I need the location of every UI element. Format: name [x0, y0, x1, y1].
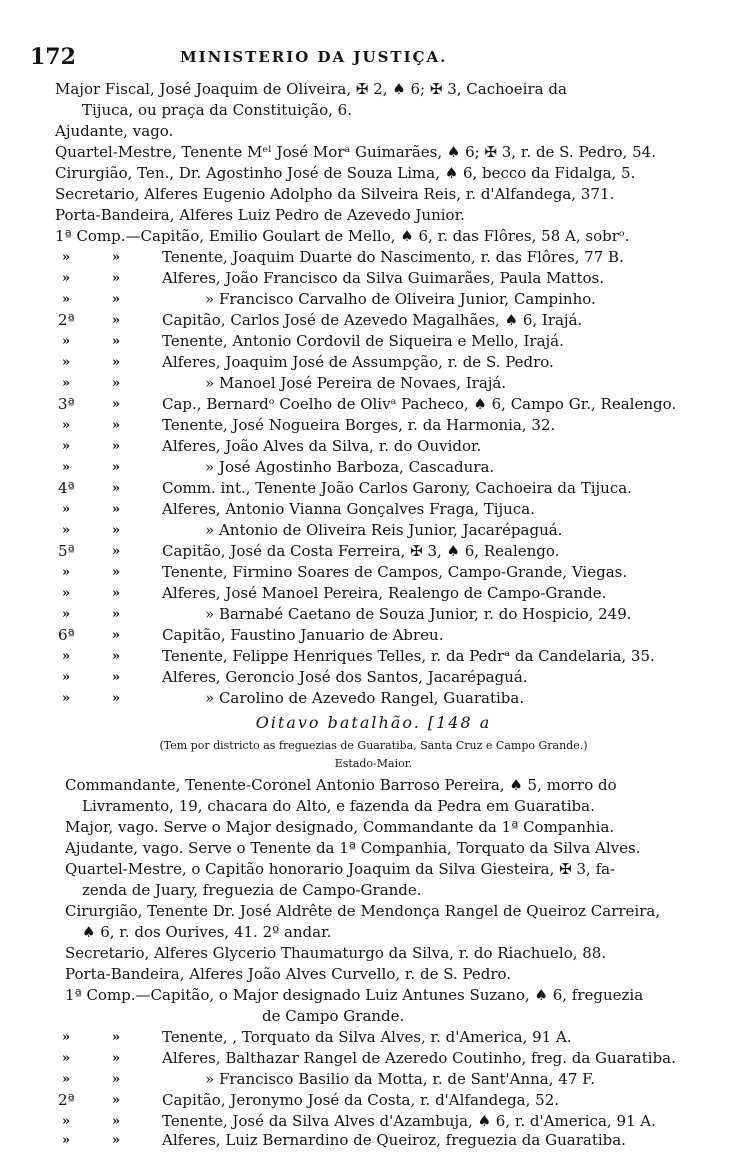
ditto-mark: »: [112, 649, 121, 664]
text-line: Alferes, Geroncio José dos Santos, Jacarépaguá.: [162, 668, 528, 686]
text-line: Comm. int., Tenente João Carlos Garony, Cachoeira da Tijuca.: [162, 479, 632, 497]
ditto-mark: »: [112, 418, 121, 433]
ditto-mark: »: [62, 1072, 71, 1087]
text-line: ♠ 6, r. dos Ourives, 41. 2º andar.: [82, 923, 332, 941]
text-line: Tenente, , Torquato da Silva Alves, r. d'America, 91 A.: [162, 1028, 572, 1046]
text-line: Porta-Bandeira, Alferes João Alves Curvello, r. de S. Pedro.: [65, 965, 512, 983]
ditto-mark: »: [112, 481, 121, 496]
ditto-mark: »: [62, 250, 71, 265]
ditto-mark: »: [62, 565, 71, 580]
text-line: » Barnabé Caetano de Souza Junior, r. do Hospicio, 249.: [205, 605, 632, 623]
text-line: Secretario, Alferes Glycerio Thaumaturgo da Silva, r. do Riachuelo, 88.: [65, 944, 607, 962]
section-subhead: Estado-Maior.: [334, 757, 413, 770]
ditto-mark: »: [62, 1030, 71, 1045]
text-line: Quartel-Mestre, o Capitão honorario Joaquim da Silva Giesteira, ✠ 3, fa-: [65, 860, 616, 878]
ditto-mark: »: [62, 292, 71, 307]
ditto-mark: »: [62, 1114, 71, 1129]
ditto-mark: »: [112, 502, 121, 517]
ditto-mark: »: [62, 418, 71, 433]
ditto-mark: »: [112, 565, 121, 580]
text-line: » José Agostinho Barboza, Cascadura.: [205, 458, 495, 476]
text-line: Tenente, Firmino Soares de Campos, Campo-Grande, Viegas.: [162, 563, 628, 581]
ditto-mark: »: [112, 1093, 121, 1108]
ditto-mark: »: [62, 670, 71, 685]
section-note: (Tem por districto as freguezias de Guaratiba, Santa Cruz e Campo Grande.): [159, 739, 588, 752]
text-line: Cirurgião, Ten., Dr. Agostinho José de Souza Lima, ♠ 6, becco da Fidalga, 5.: [55, 164, 636, 182]
ditto-mark: »: [62, 502, 71, 517]
text-line: Tenente, Felippe Henriques Telles, r. da Pedrᵃ da Candelaria, 35.: [162, 647, 655, 665]
text-line: Quartel-Mestre, Tenente Mᵉˡ José Morᵃ Guimarães, ♠ 6; ✠ 3, r. de S. Pedro, 54.: [55, 143, 656, 161]
text-line: Alferes, Luiz Bernardino de Queiroz, freguezia da Guaratiba.: [162, 1131, 626, 1149]
ditto-mark: »: [112, 376, 121, 391]
text-line: Tenente, Joaquim Duarte do Nascimento, r. das Flôres, 77 B.: [162, 248, 624, 266]
section-title: Oitavo batalhão. [148 a: [255, 713, 492, 732]
ditto-mark: »: [62, 460, 71, 475]
text-line: Porta-Bandeira, Alferes Luiz Pedro de Azevedo Junior.: [55, 206, 465, 224]
text-line: Capitão, José da Costa Ferreira, ✠ 3, ♠ 6, Realengo.: [162, 542, 560, 560]
text-line: » Carolino de Azevedo Rangel, Guaratiba.: [205, 689, 525, 707]
company-number: 3ª: [58, 395, 75, 413]
text-line: Alferes, João Francisco da Silva Guimarães, Paula Mattos.: [162, 269, 604, 287]
text-line: » Francisco Carvalho de Oliveira Junior, Campinho.: [205, 290, 596, 308]
text-line: Major Fiscal, José Joaquim de Oliveira, ✠ 2, ♠ 6; ✠ 3, Cachoeira da: [55, 80, 567, 98]
text-line: Major, vago. Serve o Major designado, Commandante da 1ª Companhia.: [65, 818, 615, 836]
ditto-mark: »: [112, 460, 121, 475]
ditto-mark: »: [112, 544, 121, 559]
page-number: 172: [30, 44, 76, 70]
ditto-mark: »: [62, 376, 71, 391]
text-line: Alferes, Antonio Vianna Gonçalves Fraga, Tijuca.: [162, 500, 535, 518]
text-line: 1ª Comp.—Capitão, o Major designado Luiz Antunes Suzano, ♠ 6, freguezia: [65, 986, 644, 1004]
text-line: Secretario, Alferes Eugenio Adolpho da Silveira Reis, r. d'Alfandega, 371.: [55, 185, 615, 203]
company-number: 4ª: [58, 479, 75, 497]
text-line: » Francisco Basilio da Motta, r. de Sant'Anna, 47 F.: [205, 1070, 595, 1088]
text-line: Capitão, Faustino Januario de Abreu.: [162, 626, 444, 644]
company-number: 6ª: [58, 626, 75, 644]
text-line: Tenente, José Nogueira Borges, r. da Harmonia, 32.: [162, 416, 556, 434]
ditto-mark: »: [62, 523, 71, 538]
ditto-mark: »: [62, 607, 71, 622]
ditto-mark: »: [112, 250, 121, 265]
ditto-mark: »: [112, 670, 121, 685]
ditto-mark: »: [112, 586, 121, 601]
text-line: Tenente, Antonio Cordovil de Siqueira e Mello, Irajá.: [162, 332, 564, 350]
ditto-mark: »: [62, 1051, 71, 1066]
ditto-mark: »: [112, 607, 121, 622]
ditto-mark: »: [112, 523, 121, 538]
text-line: Capitão, Jeronymo José da Costa, r. d'Alfandega, 52.: [162, 1091, 560, 1109]
text-line: » Antonio de Oliveira Reis Junior, Jacarépaguá.: [205, 521, 563, 539]
page-header: [30, 44, 710, 72]
company-number: 5ª: [58, 542, 75, 560]
text-line: Cirurgião, Tenente Dr. José Aldrête de Mendonça Rangel de Queiroz Carreira,: [65, 902, 661, 920]
ditto-mark: »: [62, 1133, 71, 1148]
company-number: 2ª: [58, 1091, 75, 1109]
ditto-mark: »: [112, 355, 121, 370]
text-line: Capitão, Carlos José de Azevedo Magalhães, ♠ 6, Irajá.: [162, 311, 583, 329]
ditto-mark: »: [112, 1072, 121, 1087]
text-line: Alferes, José Manoel Pereira, Realengo de Campo-Grande.: [162, 584, 607, 602]
ditto-mark: »: [62, 439, 71, 454]
text-line: Ajudante, vago. Serve o Tenente da 1ª Companhia, Torquato da Silva Alves.: [65, 839, 641, 857]
ditto-mark: »: [62, 334, 71, 349]
ditto-mark: »: [112, 313, 121, 328]
running-title: MINISTERIO DA JUSTIÇA.: [180, 48, 448, 66]
text-line: Alferes, João Alves da Silva, r. do Ouvidor.: [162, 437, 482, 455]
ditto-mark: »: [112, 439, 121, 454]
ditto-mark: »: [62, 649, 71, 664]
text-line: Ajudante, vago.: [55, 122, 174, 140]
ditto-mark: »: [112, 1133, 121, 1148]
ditto-mark: »: [112, 292, 121, 307]
text-line: de Campo Grande.: [262, 1007, 405, 1025]
text-line: Livramento, 19, chacara do Alto, e fazenda da Pedra em Guaratiba.: [82, 797, 595, 815]
ditto-mark: »: [112, 397, 121, 412]
text-line: zenda de Juary, freguezia de Campo-Grande.: [82, 881, 422, 899]
ditto-mark: »: [62, 586, 71, 601]
text-line: Commandante, Tenente-Coronel Antonio Barroso Pereira, ♠ 5, morro do: [65, 776, 617, 794]
ditto-mark: »: [112, 1051, 121, 1066]
ditto-mark: »: [62, 691, 71, 706]
ditto-mark: »: [112, 628, 121, 643]
text-line: Tijuca, ou praça da Constituição, 6.: [82, 101, 352, 119]
ditto-mark: »: [112, 691, 121, 706]
ditto-mark: »: [62, 355, 71, 370]
ditto-mark: »: [112, 271, 121, 286]
text-line: » Manoel José Pereira de Novaes, Irajá.: [205, 374, 507, 392]
text-line: Tenente, José da Silva Alves d'Azambuja, ♠ 6, r. d'America, 91 A.: [162, 1112, 656, 1130]
company-number: 2ª: [58, 311, 75, 329]
ditto-mark: »: [112, 1030, 121, 1045]
text-line: Cap., Bernardᵒ Coelho de Olivᵃ Pacheco, ♠ 6, Campo Gr., Realengo.: [162, 395, 677, 413]
ditto-mark: »: [62, 271, 71, 286]
ditto-mark: »: [112, 334, 121, 349]
ditto-mark: »: [112, 1114, 121, 1129]
text-line: Alferes, Joaquim José de Assumpção, r. de S. Pedro.: [162, 353, 554, 371]
text-line: 1ª Comp.—Capitão, Emilio Goulart de Mello, ♠ 6, r. das Flôres, 58 A, sobrᵒ.: [55, 227, 630, 245]
text-line: Alferes, Balthazar Rangel de Azeredo Coutinho, freg. da Guaratiba.: [162, 1049, 676, 1067]
